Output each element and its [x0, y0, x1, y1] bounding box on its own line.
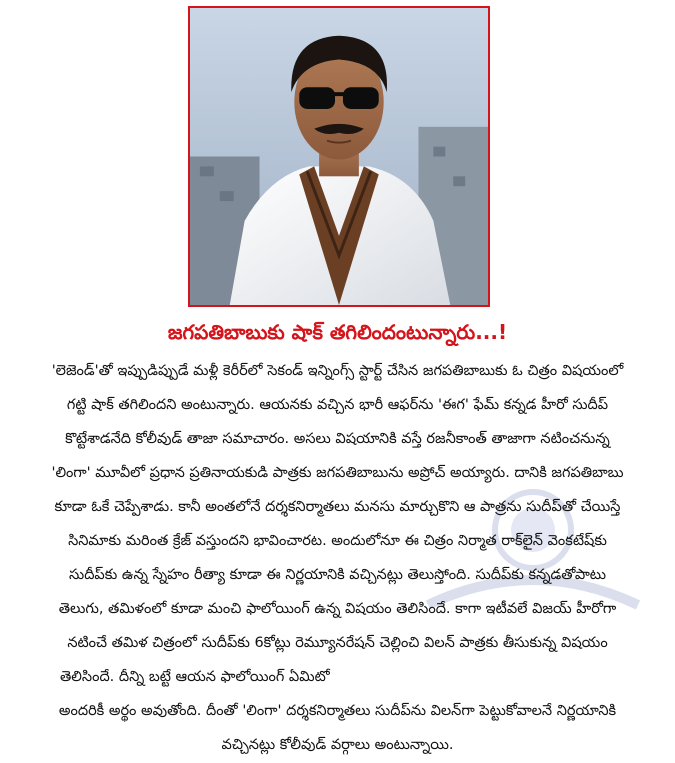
article-line: సుదీప్‌కు ఉన్న స్నేహం రీత్యా కూడా ఈ నిర్ణయానికి వచ్చినట్లు తెలుస్తోంది. సుదీప్‌కు కన్నడతోపాటు: [69, 567, 606, 583]
article-line: తెలుగు, తమిళంలో కూడా మంచి ఫాలోయింగ్ ఉన్న విషయం తెలిసిందే. కాగా ఇటీవలే విజయ్ హీరోగా: [58, 601, 617, 617]
article-line: కొట్టేశాడనేది కోలీవుడ్ తాజా సమాచారం. అసలు విషయానికి వస్తే రజనీకాంత్ తాజాగా నటించనున్న: [65, 431, 610, 447]
article-line: కూడా ఓకే చెప్పేశాడు. కానీ అంతలోనే దర్శకనిర్మాతలు మనసు మార్చుకొని ఆ పాత్రను సుదీప్‌తో చేయిస్తే: [54, 499, 621, 515]
article-photo: [188, 6, 490, 307]
article-line: తెలిసిందే. దీన్ని బట్టే ఆయన ఫాలోయింగ్ ఏమిటో: [60, 669, 330, 685]
article-line: వచ్చినట్లు కోలీవుడ్ వర్గాలు అంటున్నాయి.: [221, 737, 454, 753]
article-line: 'లింగా' మూవీలో ప్రధాన ప్రతినాయకుడి పాత్రకు జగపతిబాబును అప్రోచ్ అయ్యారు. దానికి జగపతిబాబు: [51, 465, 624, 481]
article-headline: జగపతిబాబుకు షాక్ తగిలిందంటున్నారు...!: [167, 320, 508, 344]
article-line: 'లెజెండ్'తో ఇప్పుడిప్పుడే మళ్లీ కెరీర్‌లో సెకండ్ ఇన్నింగ్స్ స్టార్ట్ చేసిన జగపతిబాబుకు ఓ చిత్రం విషయంలో: [51, 363, 624, 379]
article-line: అందరికీ అర్థం అవుతోంది. దీంతో 'లింగా' దర్శకనిర్మాతలు సుదీప్‌ను విలన్‌గా పెట్టుకోవాలనే నిర్ణయానికి: [58, 703, 617, 719]
article-line: నటించే తమిళ చిత్రంలో సుదీప్‌కు 6కోట్లు రెమ్యూనరేషన్ చెల్లించి విలన్ పాత్రకు తీసుకున్న విషయం: [67, 635, 608, 651]
article-line: గట్టి షాక్ తగిలిందని అంటున్నారు. ఆయనకు వచ్చిన భారీ ఆఫర్‌ను 'ఈగ' ఫేమ్ కన్నడ హీరో సుదీప్: [66, 397, 609, 413]
article-line: సినిమాకు మరింత క్రేజ్ వస్తుందని భావించారట. అందులోనూ ఈ చిత్రం నిర్మాత రాక్‌లైన్ వెంకటేష్‌కు: [68, 533, 607, 549]
article-body: [0, 354, 675, 762]
actor-portrait-image: [190, 8, 488, 305]
